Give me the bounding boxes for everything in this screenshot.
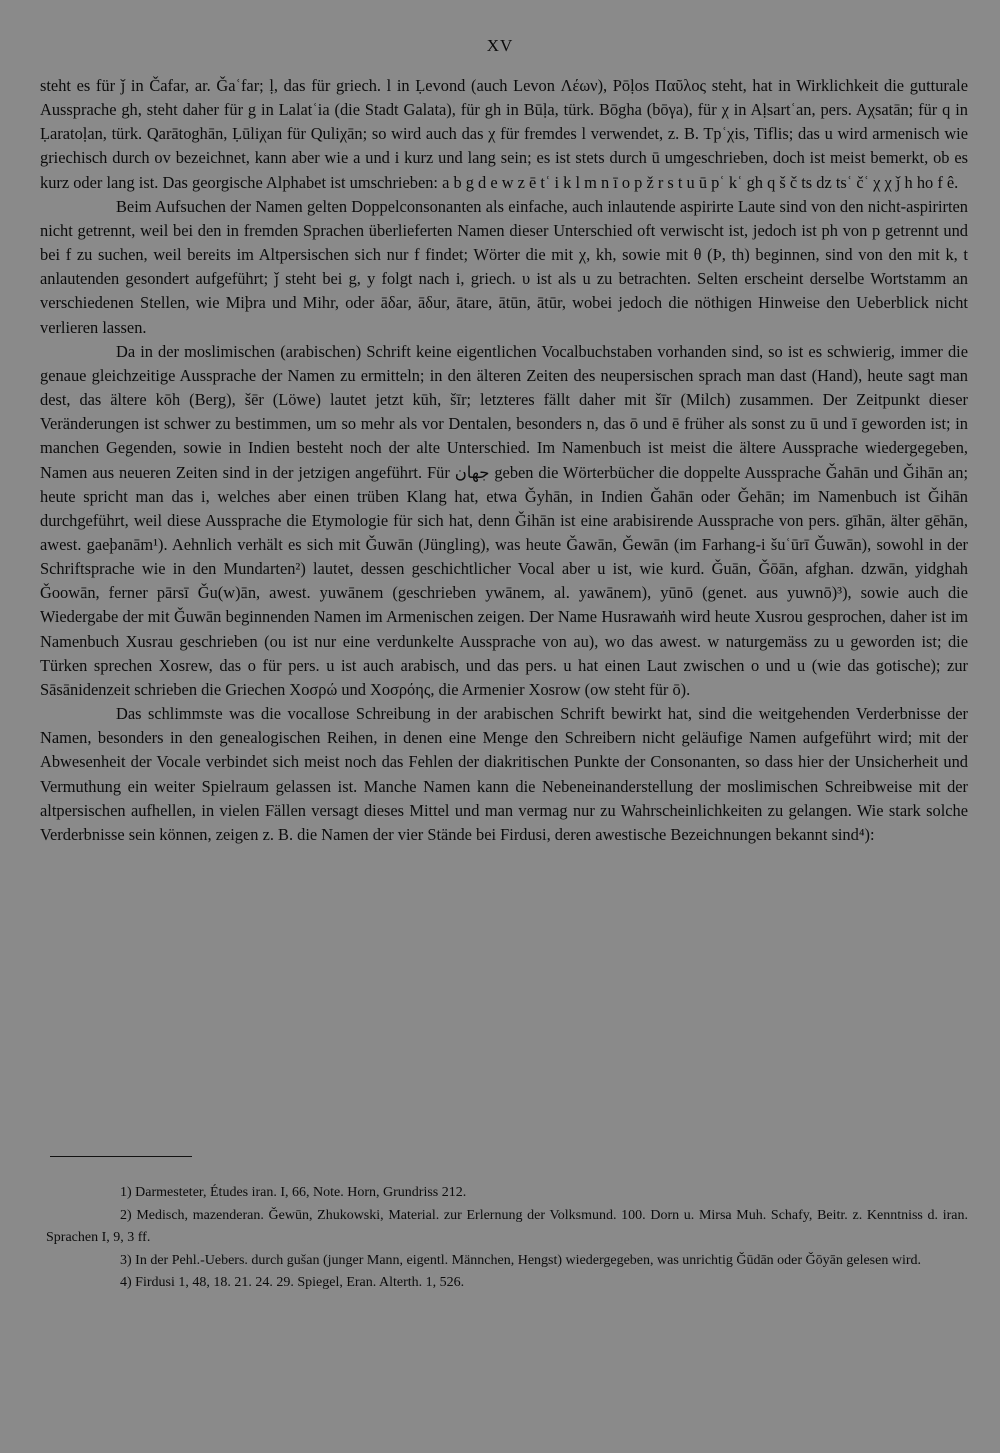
page-number: XV (486, 36, 514, 55)
main-text (40, 74, 968, 847)
footnote-3: 3) In der Pehl.-Uebers. durch gušan (junger Mann, eigentl. Männchen, Hengst) wiedergegeben, was unrichtig Ǧūdān oder Ǧōyān gelesen wird. (120, 1252, 922, 1268)
footnotes (46, 1182, 968, 1295)
paragraph-continuation: steht es für ǰ in Čafar, ar. Ǧaʿfar; ḷ, das für griech. l in Ḷevond (auch Levon Λέων), Pōḷos Παῦλος steht, hat in Wirklichkeit die gutturale Aussprache gh, steht daher für g in Lalatʿia (die Stadt Galata), für gh in Būḷa, türk. Bōgha (bōγa), für χ in Aḷsartʿan, pers. Aχsatān; für q in Ḷaratoḷan, türk. Qarātoghān, Ḷūliχan für Quliχān; so wird auch das χ für fremdes l verwendet, z. B. Tpʿχis, Tiflis; das u wird armenisch wie griechisch durch ov bezeichnet, kann aber wie a und i kurz und lang sein; es ist stets durch ū umgeschrieben, doch ist meist bemerkt, ob es kurz oder lang ist. Das georgische Alphabet ist umschrieben: a b g d e w z ē tʿ i k l m n ī o p ž r s t u ū pʿ kʿ gh q š č ts dz tsʿ čʿ χ χ ǰ h ho f ê. (40, 76, 968, 192)
footnote-1: 1) Darmesteter, Études iran. I, 66, Note. Horn, Grundriss 212. (120, 1185, 467, 1200)
paragraph-corruptions: Das schlimmste was die vocallose Schreibung in der arabischen Schrift bewirkt hat, sind die weitgehenden Verderbnisse der Namen, besonders in den genealogischen Reihen, in denen eine Menge den Schreibern nicht geläufige Namen aufgeführt wird; mit der Abwesenheit der Vocale verbindet sich meist noch das Fehlen der diakritischen Punkte der Consonanten, so dass hier der Unsicherheit und Vermuthung ein weiter Spielraum gelassen ist. Manche Namen kann die Nebeneinanderstellung der moslimischen Schreibweise mit der altpersischen aufhellen, in vielen Fällen versagt dieses Mittel und man vermag nur zu Wahrscheinlichkeiten zu gelangen. Wie stark solche Verderbnisse sein können, zeigen z. B. die Namen der vier Stände bei Firdusi, deren awestische Bezeichnungen bekannt sind⁴): (40, 704, 968, 844)
footnote-4: 4) Firdusi 1, 48, 18. 21. 24. 29. Spiegel, Eran. Alterth. 1, 526. (120, 1275, 465, 1290)
footnote-separator (50, 1156, 192, 1157)
paragraph-pronunciation: Da in der moslimischen (arabischen) Schrift keine eigentlichen Vocalbuchstaben vorhanden sind, so ist es schwierig, immer die genaue gleichzeitige Aussprache der Namen zu ermitteln; in den älteren Zeiten des neupersischen sprach man dast (Hand), heute sagt man dest, das ältere kōh (Berg), šēr (Löwe) lautet jetzt kūh, šīr; letzteres fällt daher mit šīr (Milch) zusammen. Der Zeitpunkt dieser Veränderungen ist schwer zu bestimmen, um so mehr als vor Dentalen, besonders n, das ō und ē früher als sonst zu ū und ī geworden ist; in manchen Gegenden, sowie in Indien besteht noch der alte Unterschied. Im Namenbuch ist meist die ältere Aussprache wiedergegeben, Namen aus neueren Zeiten sind in der jetzigen angeführt. Für جهان geben die Wörterbücher die doppelte Aussprache Ǧahān und Ǧihān an; heute spricht man das i, welches aber einen trüben Klang hat, etwa Ǧyhān, in Indien Ǧahān oder Ǧehān; im Namenbuch ist Ǧihān durchgeführt, weil diese Aussprache die Etymologie für sich hat, denn Ǧihān ist eine arabisirende Aussprache von pers. gīhān, älter gēhān, awest. gaeþanām¹). Aehnlich verhält es sich mit Ǧuwān (Jüngling), was heute Ǧawān, Ǧewān (im Farhang-i šuʿūrī Ǧuwān), sowohl in der Schriftsprache wie in den Mundarten²) lautet, dessen geschichtlicher Vocal aber u ist, wie kurd. Ǧuān, Ǧōān, afghan. dzwān, yidghah Ǧoowān, ferner pārsī Ǧu(w)ān, awest. yuwānem (geschrieben ywānem, al. yawānem), yūnō (genet. aus yuwnō)³), sowie auch die Wiedergabe der mit Ǧuwān beginnenden Namen im Armenischen zeigen. Der Name Husrawaṅh wird heute Xusrou gesprochen, daher ist im Namenbuch Xusrau geschrieben (ou ist nur eine verdunkelte Aussprache von au), wo das awest. w naturgemäss zu u geworden ist; die Türken sprechen Xosrew, das o für pers. u ist auch arabisch, und das pers. u hat einen Laut zwischen o und u (wie das gotische); zur Sāsānidenzeit schrieben die Griechen Χοσρώ und Χοσρόης, die Armenier Xosrow (ow steht für ō). (40, 341, 968, 699)
paragraph-alphabetization: Beim Aufsuchen der Namen gelten Doppelconsonanten als einfache, auch inlautende aspirirte Laute sind von den nicht-aspirirten nicht getrennt, weil bei den in fremden Sprachen überlieferten Namen dieser Unterschied oft verwischt ist, jedoch ist ph von p getrennt und bei f zu suchen, weil bereits im Altpersischen sich nur f findet; Wörter die mit χ, kh, sowie mit θ (Þ, th) beginnen, sind von den mit k, t anlautenden gesondert aufgeführt; ǰ steht bei g, y folgt nach i, griech. υ ist als u zu betrachten. Selten erscheint derselbe Wortstamm an verschiedenen Stellen, wie Miþra und Mihr, oder āδar, āδur, ātare, ātūn, ātūr, wobei jedoch die nöthigen Hinweise den Ueberblick nicht verlieren lassen. (40, 196, 968, 337)
footnote-2: 2) Medisch, mazenderan. Ǧewūn, Zhukowski, Material. zur Erlernung der Volksmund. 100. Dorn u. Mirsa Muh. Schafy, Beitr. z. Kenntniss d. iran. Sprachen I, 9, 3 ff. (46, 1207, 968, 1245)
